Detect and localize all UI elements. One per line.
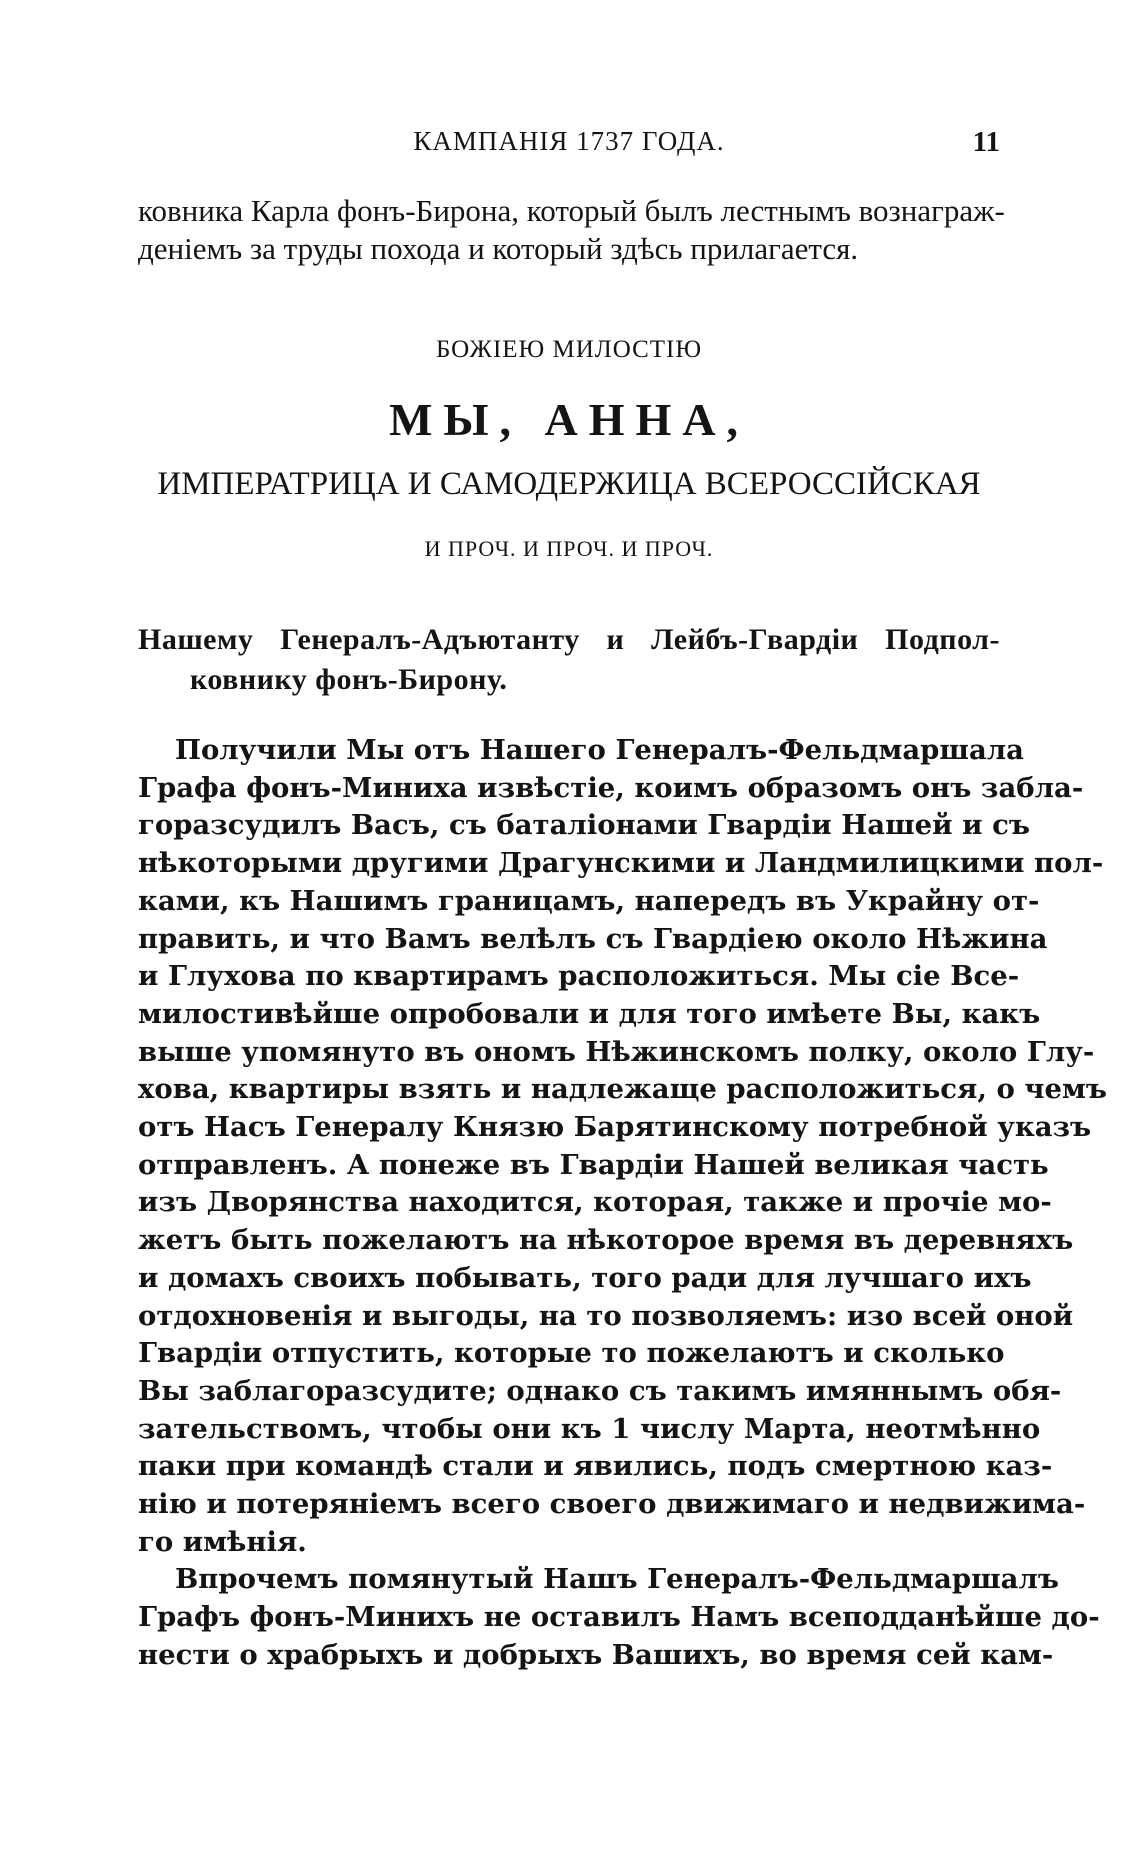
text-line: Графъ фонъ-Минихъ не оставилъ Намъ всеподданѣйше до- bbox=[138, 1601, 1100, 1634]
text-line: выше упомянуто въ ономъ Нѣжинскомъ полку, около Глу- bbox=[138, 1035, 1095, 1068]
text-line: милостивѣйше опробовали и для того имѣете Вы, какъ bbox=[138, 997, 1041, 1030]
text-line: паки при командѣ стали и явились, подъ смертною каз- bbox=[138, 1450, 1053, 1483]
page-number: 11 bbox=[972, 126, 1000, 158]
running-title: КАМПАНІЯ 1737 ГОДА. bbox=[413, 126, 725, 156]
decree-sovereign-name: МЫ, АННА, bbox=[388, 394, 750, 445]
text-line: деніемъ за труды похода и который здѣсь прилагается. bbox=[138, 231, 859, 266]
decree-etc: И ПРОЧ. И ПРОЧ. И ПРОЧ. bbox=[424, 536, 714, 561]
text-line: отдохновенія и выгоды, на то позволяемъ: изо всей оной bbox=[138, 1299, 1074, 1332]
decree-grace: БОЖІЕЮ МИЛОСТІЮ bbox=[435, 336, 703, 363]
text-line: отправленъ. А понеже въ Гвардіи Нашей великая часть bbox=[138, 1148, 1049, 1181]
text-line: жетъ быть пожелаютъ на нѣкоторое время въ деревняхъ bbox=[138, 1224, 1074, 1257]
running-head bbox=[138, 126, 1000, 166]
decree-body bbox=[138, 732, 1108, 1675]
decree-title: ИМПЕРАТРИЦА И САМОДЕРЖИЦА ВСЕРОССІЙСКАЯ bbox=[157, 466, 981, 502]
text-line: и домахъ своихъ побывать, того ради для лучшаго ихъ bbox=[138, 1261, 1032, 1294]
text-line: нести о храбрыхъ и добрыхъ Вашихъ, во время сей кам- bbox=[138, 1638, 1054, 1671]
text-line: нію и потеряніемъ всего своего движимаго и недвижима- bbox=[138, 1488, 1086, 1521]
paragraph-2 bbox=[138, 1561, 1100, 1674]
paragraph-1 bbox=[138, 732, 1108, 1561]
text-line: Впрочемъ помянутый Нашъ Генералъ-Фельдмаршалъ bbox=[175, 1563, 1059, 1596]
text-line: отъ Насъ Генералу Князю Барятинскому потребной указъ bbox=[138, 1111, 1092, 1144]
text-line: изъ Дворянства находится, которая, также и прочіе мо- bbox=[138, 1186, 1052, 1219]
text-line: Гвардіи отпустить, которые то пожелаютъ и сколько bbox=[138, 1337, 1005, 1370]
text-line: го имѣнія. bbox=[138, 1525, 307, 1558]
text-line: Вы заблагоразсудите; однако съ такимъ имяннымъ обя- bbox=[138, 1374, 1062, 1407]
text-line: Графа фонъ-Миниха извѣстіе, коимъ образомъ онъ забла- bbox=[138, 771, 1084, 804]
text-line: Получили Мы отъ Нашего Генералъ-Фельдмаршала bbox=[175, 734, 1024, 766]
text-line: ковника Карла фонъ-Бирона, который былъ лестнымъ вознаграж- bbox=[138, 193, 1005, 228]
text-line: зательствомъ, чтобы они къ 1 числу Марта, неотмѣнно bbox=[138, 1412, 1041, 1445]
text-line: горазсудилъ Васъ, съ баталіонами Гвардіи Нашей и съ bbox=[138, 809, 1030, 842]
address-line: Нашему Генералъ-Адъютанту и Лейбъ-Гвардіи Подпол- bbox=[138, 623, 1000, 656]
text-line: нѣкоторыми другими Драгунскими и Ландмилицкими пол- bbox=[138, 847, 1104, 880]
text-line: править, и что Вамъ велѣлъ съ Гвардіею около Нѣжина bbox=[138, 922, 1048, 955]
text-line: ками, къ Нашимъ границамъ, напередъ въ Украйну от- bbox=[138, 884, 1040, 917]
lead-paragraph bbox=[138, 192, 1005, 268]
address-line: ковнику фонъ-Бирону. bbox=[190, 663, 508, 696]
text-line: хова, квартиры взять и надлежаще расположиться, о чемъ bbox=[138, 1073, 1108, 1106]
decree-address bbox=[138, 620, 1000, 700]
text-line: и Глухова по квартирамъ расположиться. Мы сіе Все- bbox=[138, 960, 1020, 993]
